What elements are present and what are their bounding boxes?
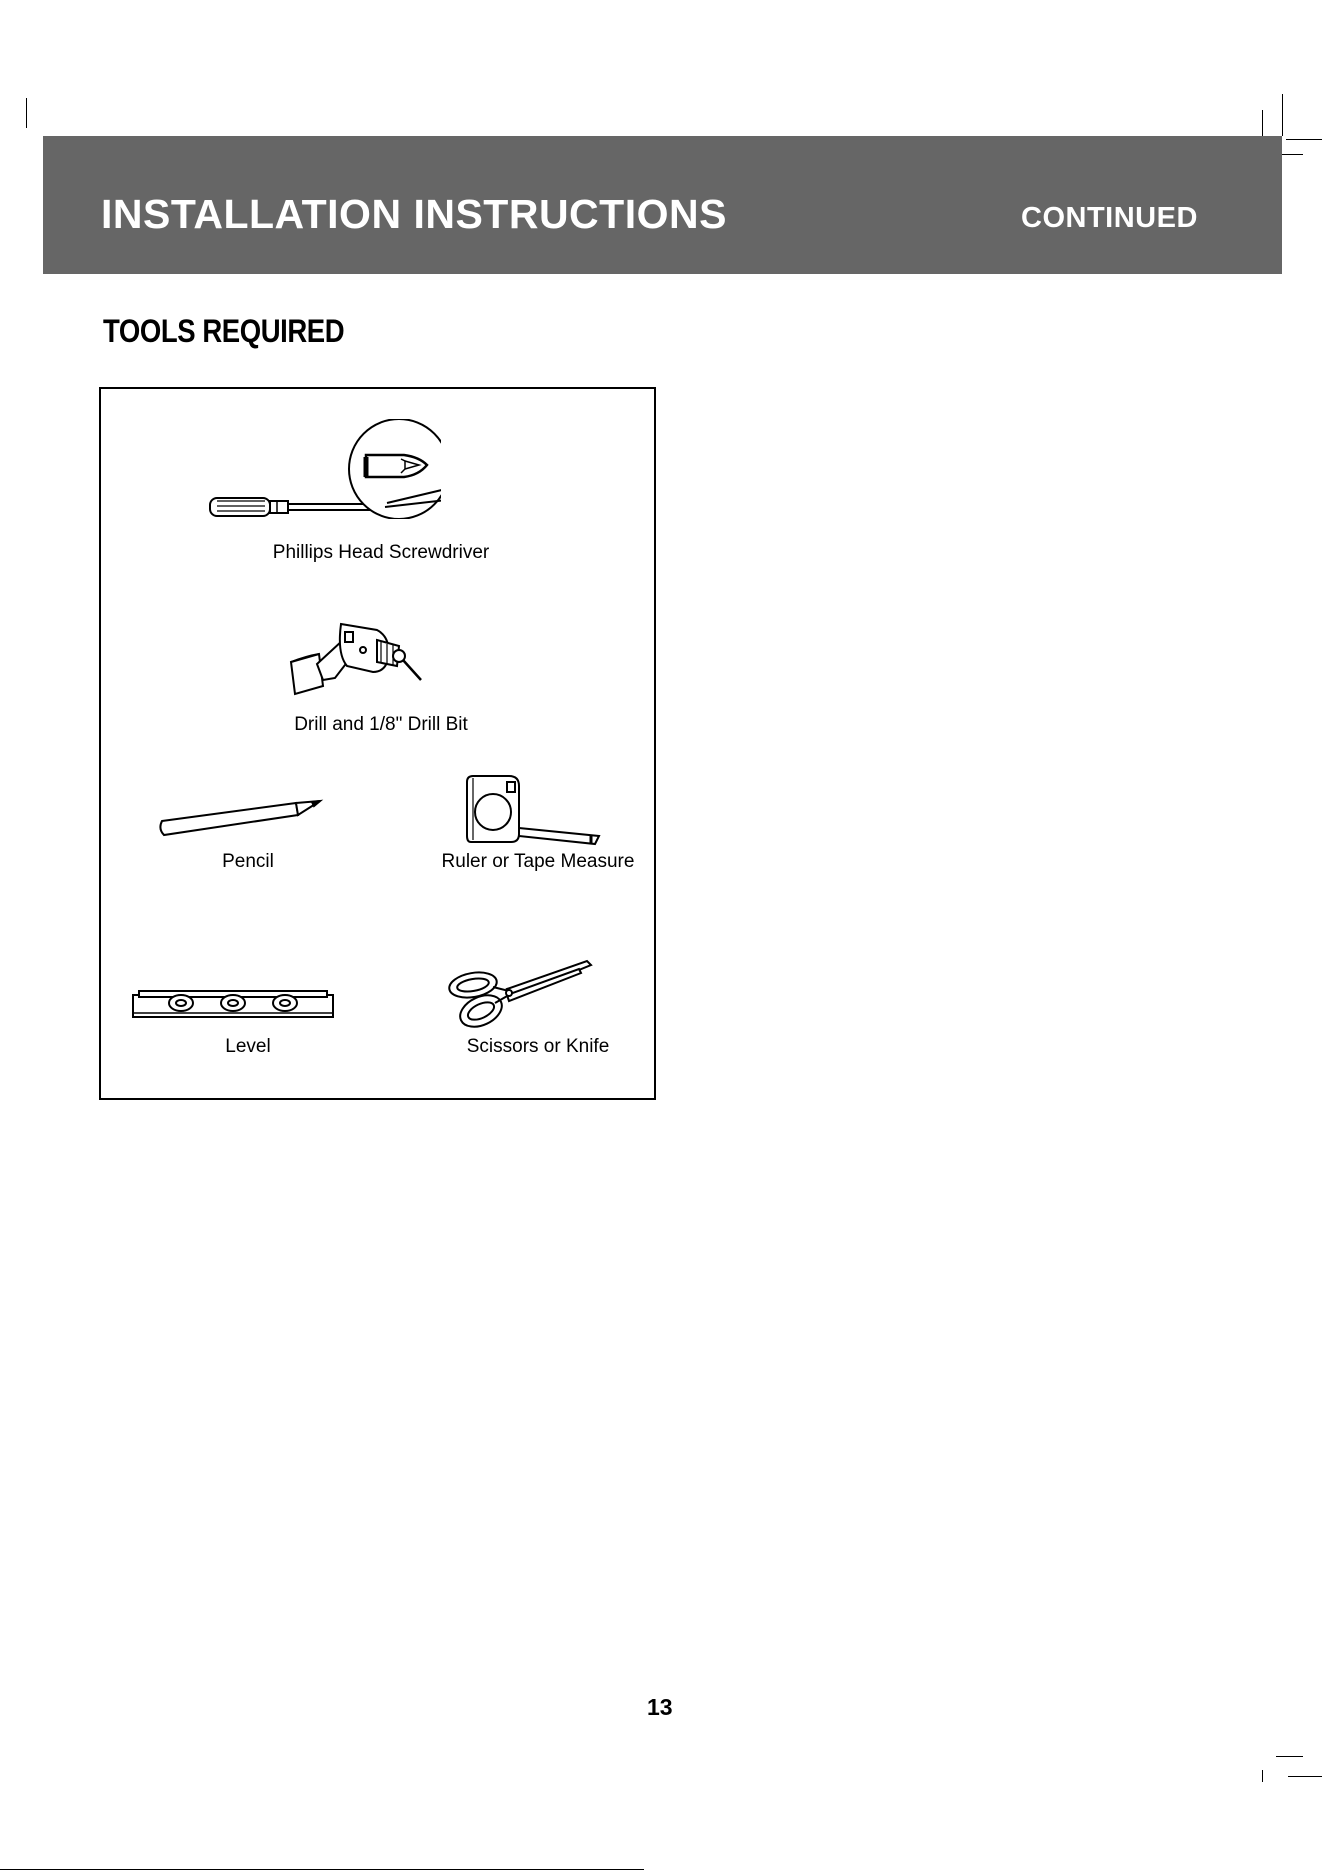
header-banner: [43, 136, 1282, 274]
page-title: INSTALLATION INSTRUCTIONS: [101, 191, 727, 237]
crop-mark: [0, 1869, 644, 1870]
continued-label: CONTINUED: [1021, 202, 1198, 234]
tool-label-scissors: Scissors or Knife: [466, 1036, 610, 1057]
tool-label-level: Level: [225, 1036, 271, 1057]
level-icon: [131, 985, 335, 1021]
pencil-icon: [156, 797, 326, 837]
screwdriver-icon: [205, 419, 441, 519]
tool-label-screwdriver: Phillips Head Screwdriver: [272, 542, 490, 563]
page-number: 13: [647, 1694, 673, 1720]
tool-label-tape-measure: Ruler or Tape Measure: [441, 851, 635, 872]
crop-mark: [26, 98, 27, 128]
section-title: TOOLS REQUIRED: [103, 313, 345, 349]
tool-label-drill: Drill and 1/8" Drill Bit: [294, 714, 468, 735]
tape-measure-icon: [463, 772, 603, 852]
tool-label-pencil: Pencil: [222, 851, 274, 872]
crop-mark: [1262, 1770, 1263, 1782]
crop-mark: [1276, 1756, 1303, 1757]
drill-icon: [281, 614, 431, 719]
crop-mark: [1282, 94, 1283, 136]
crop-mark: [1286, 139, 1322, 140]
crop-mark: [1288, 1776, 1322, 1777]
scissors-icon: [443, 957, 593, 1032]
tools-figure: [99, 387, 656, 1100]
